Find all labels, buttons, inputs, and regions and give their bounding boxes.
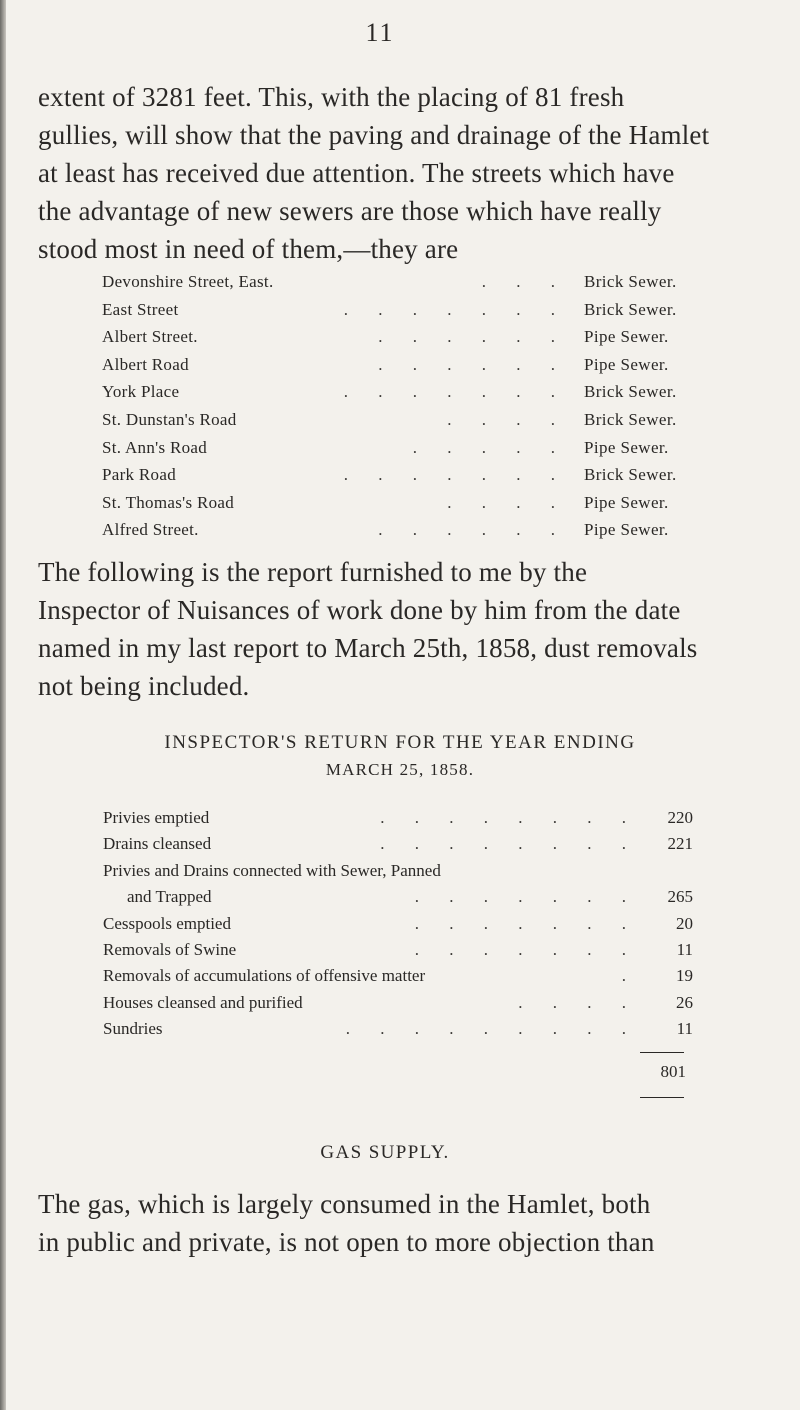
report-paragraph <box>38 553 768 705</box>
street-name: Devonshire Street, East. <box>102 272 274 291</box>
sewer-type: Pipe Sewer. <box>584 520 669 540</box>
return-row <box>103 887 693 913</box>
street-name: St. Dunstan's Road <box>102 409 237 429</box>
leader-dots: . . . . . . . <box>414 939 639 959</box>
sewer-type: Pipe Sewer. <box>584 327 669 347</box>
leader-dots: . . . . <box>447 492 568 512</box>
return-row <box>103 914 693 940</box>
report-line: Inspector of Nuisances of work done by him from the date <box>38 595 681 625</box>
intro-line: at least has received due attention. The streets which have <box>38 158 675 188</box>
return-value: 19 <box>676 966 693 986</box>
intro-line: gullies, will show that the paving and drainage of the Hamlet <box>38 120 710 150</box>
street-name: Albert Road <box>102 354 189 374</box>
sewer-list <box>102 272 702 548</box>
sewer-type: Brick Sewer. <box>584 465 677 485</box>
return-total: 801 <box>660 1062 686 1081</box>
return-label: Cesspools emptied <box>103 913 231 933</box>
return-label: Houses cleansed and purified <box>103 992 303 1012</box>
return-label: Removals of accumulations of offensive matter <box>103 966 426 986</box>
return-value: 11 <box>676 1019 693 1039</box>
report-line: not being included. <box>38 671 250 701</box>
return-value: 221 <box>667 834 693 854</box>
gas-supply-heading: GAS SUPPLY. <box>320 1142 450 1163</box>
street-name: York Place <box>102 382 180 402</box>
leader-dots: . . . . . . <box>378 354 568 374</box>
return-row <box>103 808 693 834</box>
leader-dots: . . . . . . . <box>414 887 639 907</box>
return-row <box>103 993 693 1019</box>
leader-dots: . . . . . . . . . <box>345 1019 639 1039</box>
return-value: 11 <box>676 939 693 959</box>
intro-line: stood most in need of them,—they are <box>38 234 459 264</box>
gas-line: in public and private, is not open to more objection than <box>38 1227 655 1257</box>
leader-dots: . . . . . . <box>378 327 568 347</box>
total-rule-top <box>640 1052 684 1053</box>
sewer-row <box>102 355 702 383</box>
return-label: Removals of Swine <box>103 939 237 959</box>
return-label: Sundries <box>103 1019 163 1039</box>
street-name: East Street <box>102 299 179 319</box>
return-label: Privies and Drains connected with Sewer, Panned <box>103 860 441 880</box>
gas-paragraph <box>38 1185 768 1261</box>
intro-paragraph <box>38 78 768 268</box>
sewer-row <box>102 493 702 521</box>
leader-dots: . . . . . . . . <box>380 834 639 854</box>
return-value: 20 <box>676 913 693 933</box>
page-number: 11 <box>365 18 395 47</box>
sewer-row <box>102 327 702 355</box>
leader-dots: . . . . . . . <box>343 465 568 485</box>
return-subheading: MARCH 25, 1858. <box>325 760 475 779</box>
sewer-type: Brick Sewer. <box>584 299 677 319</box>
sewer-type: Brick Sewer. <box>584 382 677 402</box>
return-row <box>103 1019 693 1045</box>
leader-dots: . . . . . . <box>378 520 568 540</box>
return-row <box>103 861 693 887</box>
gas-line: The gas, which is largely consumed in the Hamlet, both <box>38 1189 651 1219</box>
sewer-type: Pipe Sewer. <box>584 492 669 512</box>
return-row <box>103 966 693 992</box>
street-name: St. Ann's Road <box>102 437 208 457</box>
sewer-row <box>102 410 702 438</box>
leader-dots: . <box>621 966 639 986</box>
leader-dots: . . . . . . . . <box>380 808 639 827</box>
leader-dots: . . . . . . . <box>343 299 568 319</box>
report-line: named in my last report to March 25th, 1858, dust removals <box>38 633 698 663</box>
sewer-row <box>102 465 702 493</box>
street-name: Albert Street. <box>102 327 198 347</box>
return-heading: INSPECTOR'S RETURN FOR THE YEAR ENDING <box>164 732 636 753</box>
sewer-row <box>102 272 702 300</box>
leader-dots: . . . . . . . <box>343 382 568 402</box>
leader-dots: . . . . <box>447 409 568 429</box>
return-value: 26 <box>676 992 693 1012</box>
leader-dots: . . . <box>481 272 568 291</box>
sewer-row <box>102 438 702 466</box>
sewer-row <box>102 300 702 328</box>
leader-dots: . . . . . <box>412 437 568 457</box>
return-label: and Trapped <box>127 887 212 907</box>
street-name: Alfred Street. <box>102 520 199 540</box>
sewer-type: Brick Sewer. <box>584 272 677 291</box>
report-line: The following is the report furnished to me by the <box>38 557 588 587</box>
return-label: Privies emptied <box>103 808 210 827</box>
return-label: Drains cleansed <box>103 834 212 854</box>
page-binding-edge <box>0 0 6 1410</box>
sewer-row <box>102 382 702 410</box>
sewer-type: Pipe Sewer. <box>584 437 669 457</box>
leader-dots: . . . . . . . <box>414 913 639 933</box>
sewer-row <box>102 520 702 548</box>
intro-line: the advantage of new sewers are those which have really <box>38 196 662 226</box>
inspector-return-table <box>103 808 693 1046</box>
sewer-type: Brick Sewer. <box>584 409 677 429</box>
street-name: Park Road <box>102 465 176 485</box>
sewer-type: Pipe Sewer. <box>584 354 669 374</box>
return-value: 265 <box>667 887 693 907</box>
return-row <box>103 834 693 860</box>
return-row <box>103 940 693 966</box>
street-name: St. Thomas's Road <box>102 492 235 512</box>
total-rule-bottom <box>640 1097 684 1098</box>
intro-line: extent of 3281 feet. This, with the placing of 81 fresh <box>38 82 625 112</box>
return-value: 220 <box>667 808 693 827</box>
leader-dots: . . . . <box>518 992 639 1012</box>
